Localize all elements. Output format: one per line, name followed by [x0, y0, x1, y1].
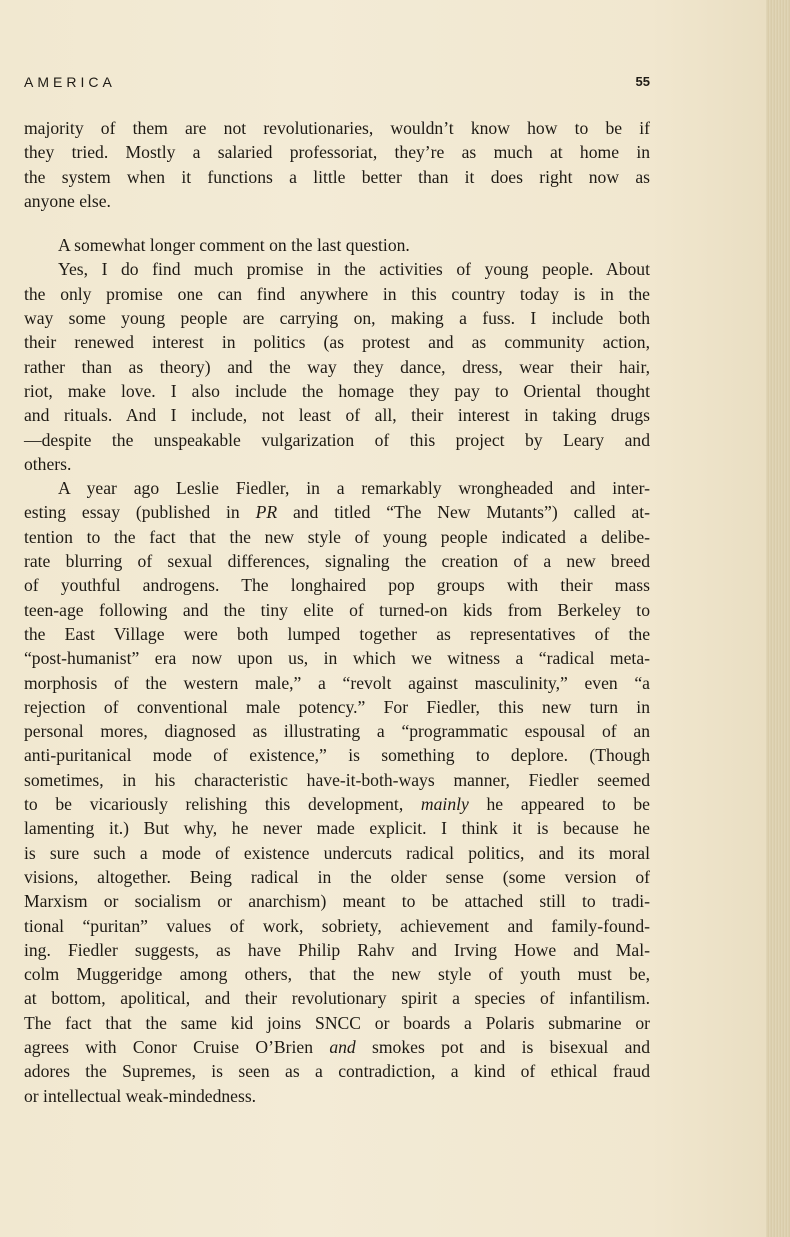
text-line: ing. Fiedler suggests, as have Philip Rahv and Irving Howe and Mal- — [24, 939, 650, 960]
text-line: personal mores, diagnosed as illustrating a “programmatic espousal of an — [24, 721, 650, 742]
running-head — [24, 74, 650, 94]
paragraph — [24, 116, 650, 213]
text-line: riot, make love. I also include the homage they pay to Oriental thought — [24, 380, 650, 401]
text-line: they tried. Mostly a salaried professoriat, they’re as much at home in — [24, 142, 650, 163]
text-line: others. — [24, 453, 72, 474]
text-line: rate blurring of sexual differences, signaling the creation of a new breed — [24, 551, 650, 572]
text-line: or intellectual weak-mindedness. — [24, 1085, 257, 1106]
text-line: Marxism or socialism or anarchism) meant to be attached still to tradi- — [24, 891, 650, 912]
text-line: A somewhat longer comment on the last question. — [58, 235, 410, 256]
text-line: the East Village were both lumped together as representatives of the — [24, 623, 650, 644]
text-line: the only promise one can find anywhere in this country today is in the — [24, 283, 650, 304]
text-line: to be vicariously relishing this development, mainly he appeared to be — [24, 794, 650, 815]
text-line: at bottom, apolitical, and their revolutionary spirit a species of infantilism. — [24, 988, 650, 1009]
running-title: AMERICA — [24, 74, 116, 90]
paragraph — [24, 476, 650, 1108]
text-line: is sure such a mode of existence undercuts radical politics, and its moral — [24, 842, 650, 863]
italic-word: PR — [255, 502, 278, 523]
page-number: 55 — [635, 74, 650, 89]
text-line: and rituals. And I include, not least of all, their interest in taking drugs — [24, 405, 650, 426]
text-line: lamenting it.) But why, he never made explicit. I think it is because he — [24, 818, 650, 839]
text-line: teen-age following and the tiny elite of turned-on kids from Berkeley to — [24, 599, 650, 620]
text-line: Yes, I do find much promise in the activities of young people. About — [58, 259, 650, 280]
italic-word: and — [329, 1036, 356, 1057]
text-line: colm Muggeridge among others, that the new style of youth must be, — [24, 964, 650, 985]
text-line: —despite the unspeakable vulgarization of this project by Leary and — [24, 429, 650, 450]
text-line: sometimes, in his characteristic have-it-both-ways manner, Fiedler seemed — [24, 769, 650, 790]
italic-word: mainly — [420, 794, 469, 815]
text-line: tional “puritan” values of work, sobriety, achievement and family-found- — [24, 915, 650, 936]
text-line: morphosis of the western male,” a “revolt against masculinity,” even “a — [24, 672, 650, 693]
paragraph — [24, 233, 650, 257]
text-line: rejection of conventional male potency.” For Fiedler, this new turn in — [24, 696, 650, 717]
text-line: the system when it functions a little better than it does right now as — [24, 166, 650, 187]
text-line: rather than as theory) and the way they dance, dress, wear their hair, — [24, 356, 650, 377]
text-line: esting essay (published in PR and titled “The New Mutants”) called at- — [24, 502, 650, 523]
page-edge — [766, 0, 790, 1237]
body-text — [24, 116, 650, 1108]
text-line: agrees with Conor Cruise O’Brien and smokes pot and is bisexual and — [24, 1036, 650, 1057]
text-line: A year ago Leslie Fiedler, in a remarkably wrongheaded and inter- — [58, 478, 650, 499]
text-line: their renewed interest in politics (as protest and as community action, — [24, 332, 650, 353]
paragraph — [24, 257, 650, 476]
text-line: majority of them are not revolutionaries, wouldn’t know how to be if — [24, 118, 650, 138]
text-line: The fact that the same kid joins SNCC or boards a Polaris submarine or — [24, 1012, 650, 1033]
text-line: anti-puritanical mode of existence,” is something to deplore. (Though — [24, 745, 650, 766]
text-line: of youthful androgens. The longhaired pop groups with their mass — [24, 575, 650, 596]
text-line: adores the Supremes, is seen as a contradiction, a kind of ethical fraud — [24, 1061, 650, 1082]
text-line: way some young people are carrying on, making a fuss. I include both — [24, 308, 650, 329]
text-line: tention to the fact that the new style of young people indicated a delibe- — [24, 526, 650, 547]
text-line: anyone else. — [24, 190, 111, 211]
text-line: “post-humanist” era now upon us, in which we witness a “radical meta- — [24, 648, 650, 669]
text-line: visions, altogether. Being radical in the older sense (some version of — [24, 866, 650, 887]
